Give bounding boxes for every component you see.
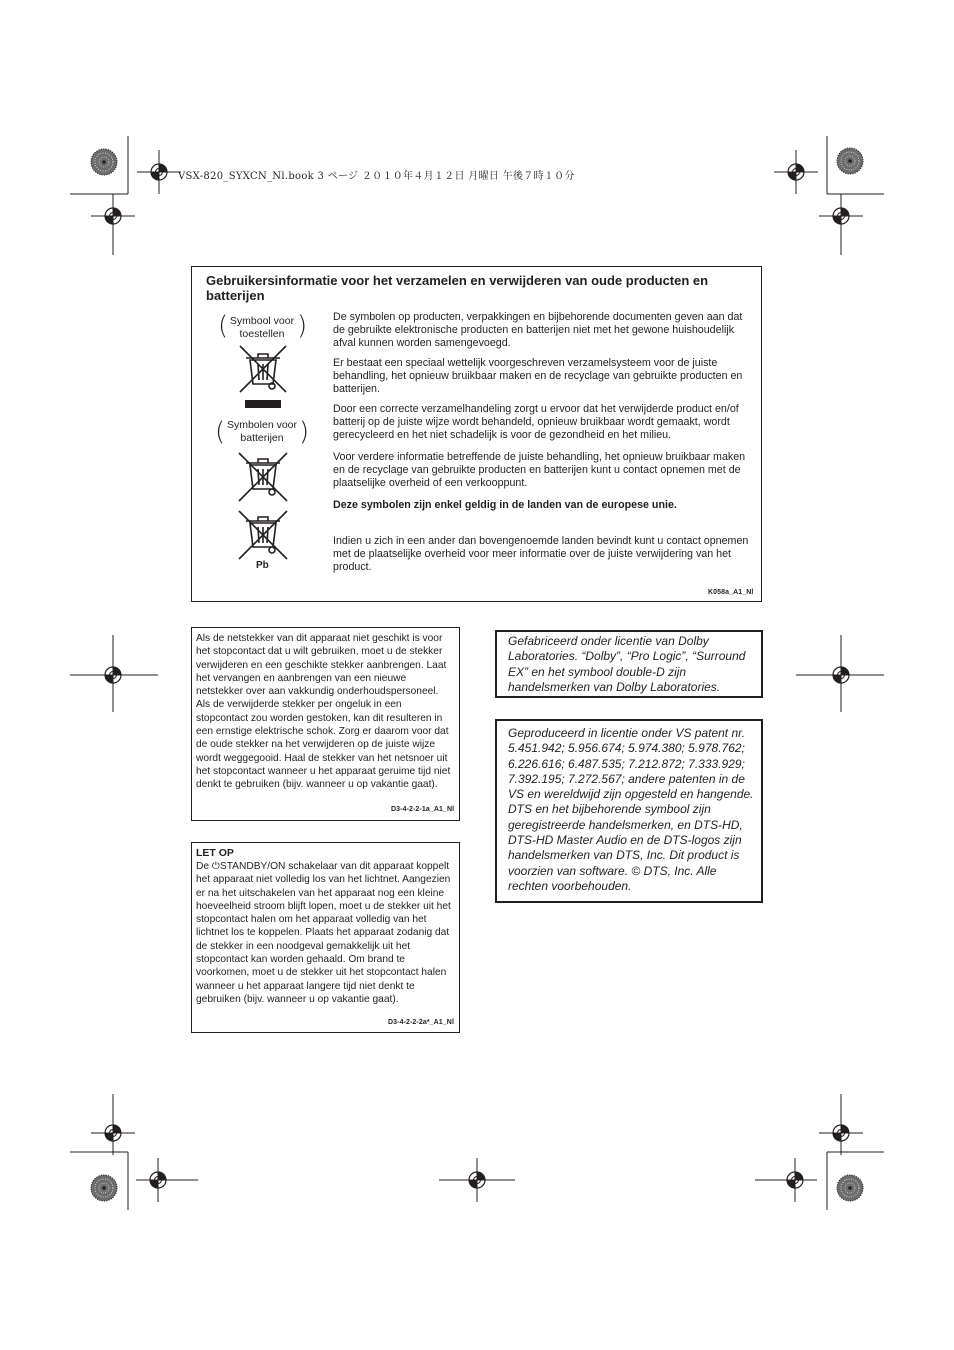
disposal-paragraph-1: De symbolen op producten, verpakkingen en bijbehorende documenten geven aan dat de gebruikte elektronische producten en batterijen niet met het gewone huishoudelijk afval kunnen worden samengevoegd.: [333, 311, 743, 350]
pb-label: Pb: [256, 560, 269, 571]
crossed-bin-battery-pb-icon: [236, 509, 290, 563]
crossed-bin-icon: [236, 344, 290, 412]
caution-body: schakelaar van dit apparaat koppelt het apparaat niet volledig los van het lichtnet. Aangezien er na het uitschakelen van het apparaat nog een kleine hoeveelheid stroom blijft lopen, moet u de stekker uit het stopcontact halen om het apparaat volledig van het lichtnet los te koppelen. Plaats het apparaat zodanig dat de stekker in een noodgeval gemakkelijk uit het stopcontact kan worden gehaald. Om brand te voorkomen, moet u de stekker uit het stopcontact halen wanneer u het apparaat langere tijd niet denkt te gebruiken (bijv. wanneer u op vakantie gaat).: [196, 861, 451, 1005]
caution-code: D3-4-2-2-2a*_A1_Nl: [388, 1019, 454, 1026]
caution-text: [196, 860, 454, 1006]
paren-left: (: [218, 311, 229, 341]
dts-text: Geproduceerd in licentie onder VS patent nr. 5.451.942; 5.956.674; 5.974.380; 5.978.762; 6.226.616; 6.487.535; 7.212.872; 7.333.929; 7.392.195; 7.272.567; andere patenten in de VS en wereldwijd zijn opgesteld en hangende. DTS en het bijbehorende symbool zijn geregistreerde handelsmerken, en DTS-HD, DTS-HD Master Audio en de DTS-logos zijn handelsmerken van DTS, Inc. Dit product is voorzien van software. © DTS, Inc. Alle rechten voorbehouden.: [508, 726, 754, 893]
standby-on-label: STANDBY/ON: [219, 861, 286, 872]
disposal-title: Gebruikersinformatie voor het verzamelen en verwijderen van oude producten en batterijen: [206, 273, 709, 303]
symbol-batteries-label: Symbolen voor batterijen: [226, 419, 298, 444]
paren-right: ): [297, 311, 308, 341]
disposal-paragraph-3: Door een correcte verzamelhandeling zorgt u ervoor dat het verwijderde product en/of batterij op de juiste wijze wordt behandeld, opnieuw bruikbaar wordt gemaakt, wordt gerecycleerd en het niet schadelijk is voor de gezondheid en het milieu.: [333, 403, 739, 442]
star-target-top-left: [91, 149, 117, 175]
dolby-text: Gefabriceerd onder licentie van Dolby Laboratories. “Dolby”, “Pro Logic”, “Surround EX” en het symbool double-D zijn handelsmerken van Dolby Laboratories.: [508, 634, 746, 694]
crossed-bin-battery-icon: [236, 451, 290, 505]
registration-mark-top-left-1: [137, 150, 181, 194]
disposal-outside-eu: Indien u zich in een ander dan bovengenoemde landen bevindt kunt u contact opnemen met de plaatselijke overheid voor meer informatie over de juiste verwijdering van het product.: [333, 535, 749, 574]
plug-notice-text: Als de netstekker van dit apparaat niet geschikt is voor het stopcontact dat u wilt gebruiken, moet u de stekker verwijderen en een geschikte stekker aanbrengen. Laat het vervangen en aanbrengen van een nieuwe netstekker over aan vakkundig onderhoudspersoneel. Als de verwijderde stekker per ongeluk in een stopcontact zou worden gestoken, kan dit resulteren in een ernstige elektrische schok. Zorg er daarom voor dat de oude stekker na het verwijderen op de juiste wijze wordt weggegooid. Haal de stekker van het netsnoer uit het stopcontact wanneer u het apparaat geruime tijd niet denkt te gebruiken (bijv. wanneer u op vakantie gaat).: [196, 633, 451, 791]
disposal-paragraph-2: Er bestaat een speciaal wettelijk voorgeschreven verzamelsysteem voor de juiste behandling, het opnieuw bruikbaar maken en de recyclage van gebruikte producten en batterijen.: [333, 357, 743, 396]
star-target-top-right: [837, 148, 863, 174]
disposal-bold-note: Deze symbolen zijn enkel geldig in de landen van de europese unie.: [333, 499, 677, 511]
disposal-code: K058a_A1_Nl: [708, 589, 754, 596]
plug-notice-code: D3-4-2-2-1a_A1_Nl: [391, 806, 455, 813]
caution-title: LET OP: [196, 847, 234, 859]
registration-mark-top-right-1: [774, 150, 818, 194]
star-target-bottom-left: [91, 1175, 117, 1201]
power-icon: ⏻: [211, 861, 220, 872]
star-target-bottom-right: [837, 1175, 863, 1201]
paren-left-2: (: [215, 417, 226, 447]
file-slug: VSX-820_SYXCN_Nl.book 3 ページ ２０１０年４月１２日 月曜日 午後７時１０分: [178, 171, 575, 182]
caution-prefix: De: [196, 861, 212, 872]
paren-right-2: ): [299, 417, 310, 447]
disposal-paragraph-4: Voor verdere informatie betreffende de juiste behandling, het opnieuw bruikbaar maken en de recyclage van gebruikte producten en batterijen kunt u contact opnemen met de plaatselijke overheid of een verkooppunt.: [333, 451, 746, 490]
symbol-devices-label: Symbool voor toestellen: [229, 315, 295, 340]
